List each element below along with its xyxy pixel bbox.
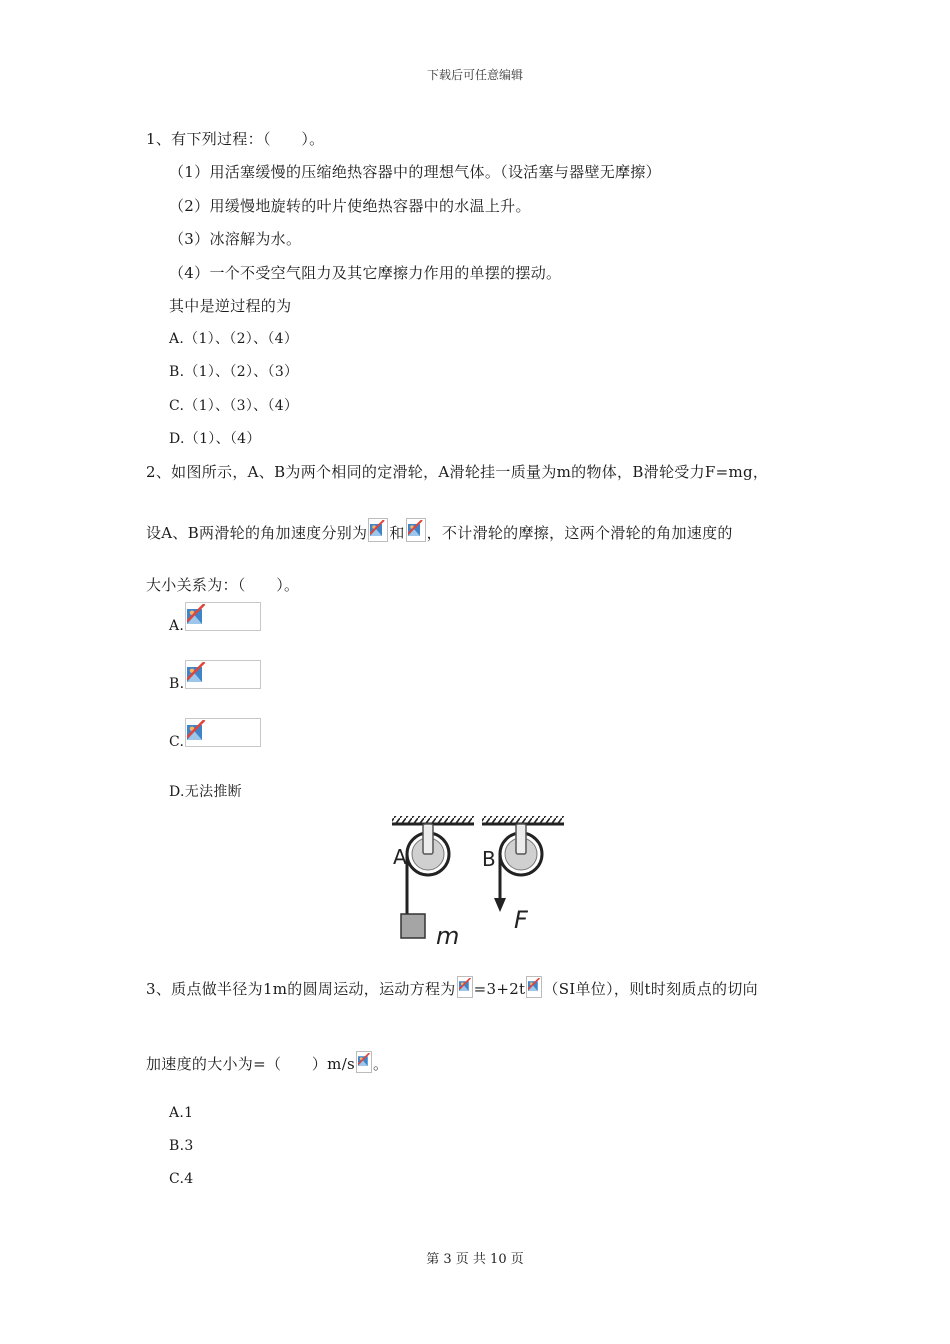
q1-item-3: （3）冰溶解为水。 [169, 230, 302, 248]
q3-line-2 [146, 1051, 388, 1074]
q1-item-4: （4）一个不受空气阻力及其它摩擦力作用的单摆的摆动。 [169, 264, 562, 282]
broken-image-icon [187, 604, 207, 624]
q2-line-3: 大小关系为：（ ）。 [146, 576, 300, 594]
pulley-a [401, 824, 449, 938]
q2-option-c-label: C. [169, 734, 185, 750]
q2-line-1: 2、如图所示，A、B为两个相同的定滑轮，A滑轮挂一质量为m的物体，B滑轮受力F=mg， [146, 463, 769, 481]
q3-option-b: B.3 [169, 1138, 194, 1154]
mass-block [401, 914, 425, 938]
pulley-diagram [388, 810, 570, 950]
broken-image-icon [356, 1051, 372, 1073]
q1-option-d: D.（1）、（4） [169, 431, 261, 447]
q2-option-b-label: B. [169, 676, 185, 692]
page-footer: 第 3 页 共 10 页 [426, 1252, 524, 1267]
label-pulley-b: B [482, 847, 496, 871]
q1-item-2: （2）用缓慢地旋转的叶片使绝热容器中的水温上升。 [169, 197, 531, 215]
label-pulley-a: A [393, 845, 407, 869]
q3-option-a: A.1 [169, 1105, 194, 1121]
q1-option-b: B.（1）、（2）、（3） [169, 364, 299, 380]
q2-option-d: D.无法推断 [169, 784, 242, 800]
q3-line-2-text-a: 加速度的大小为=（ ）m/s [146, 1055, 356, 1073]
q3-line-1 [146, 976, 758, 999]
q3-line-1-text-b: =3+2t [473, 980, 526, 998]
q2-option-c-image [185, 718, 261, 747]
broken-image-icon [457, 976, 473, 998]
q2-option-a-label: A. [169, 618, 185, 634]
q1-option-c: C.（1）、（3）、（4） [169, 398, 299, 414]
broken-image-icon [406, 518, 426, 542]
q1-stem: 1、有下列过程：（ ）。 [146, 130, 325, 148]
q2-option-b-image [185, 660, 261, 689]
q3-line-1-text-a: 3、质点做半径为1m的圆周运动，运动方程为 [146, 980, 456, 998]
label-mass: m [436, 922, 460, 950]
q2-line-2-text-a: 设A、B两滑轮的角加速度分别为 [146, 524, 368, 542]
broken-image-icon [187, 720, 207, 740]
q2-line-2-text-b: 和 [389, 524, 405, 542]
pulley-b [494, 824, 542, 912]
q3-option-c: C.4 [169, 1171, 194, 1187]
q3-line-2-text-b: 。 [373, 1055, 389, 1073]
page-header: 下载后可任意编辑 [426, 68, 523, 82]
q2-option-a-image [185, 602, 261, 631]
broken-image-icon [526, 976, 542, 998]
broken-image-icon [368, 518, 388, 542]
label-force: F [514, 906, 528, 934]
q1-option-a: A.（1）、（2）、（4） [169, 331, 299, 347]
q1-item-1: （1）用活塞缓慢的压缩绝热容器中的理想气体。（设活塞与器壁无摩擦） [169, 163, 661, 181]
broken-image-icon [187, 662, 207, 682]
q3-line-1-text-c: （SI单位），则t时刻质点的切向 [543, 980, 758, 998]
force-arrow [494, 898, 506, 912]
q2-line-2 [146, 518, 733, 543]
q1-prompt: 其中是逆过程的为 [169, 297, 292, 315]
q2-line-2-text-c: ，不计滑轮的摩擦，这两个滑轮的角加速度的 [426, 524, 733, 542]
